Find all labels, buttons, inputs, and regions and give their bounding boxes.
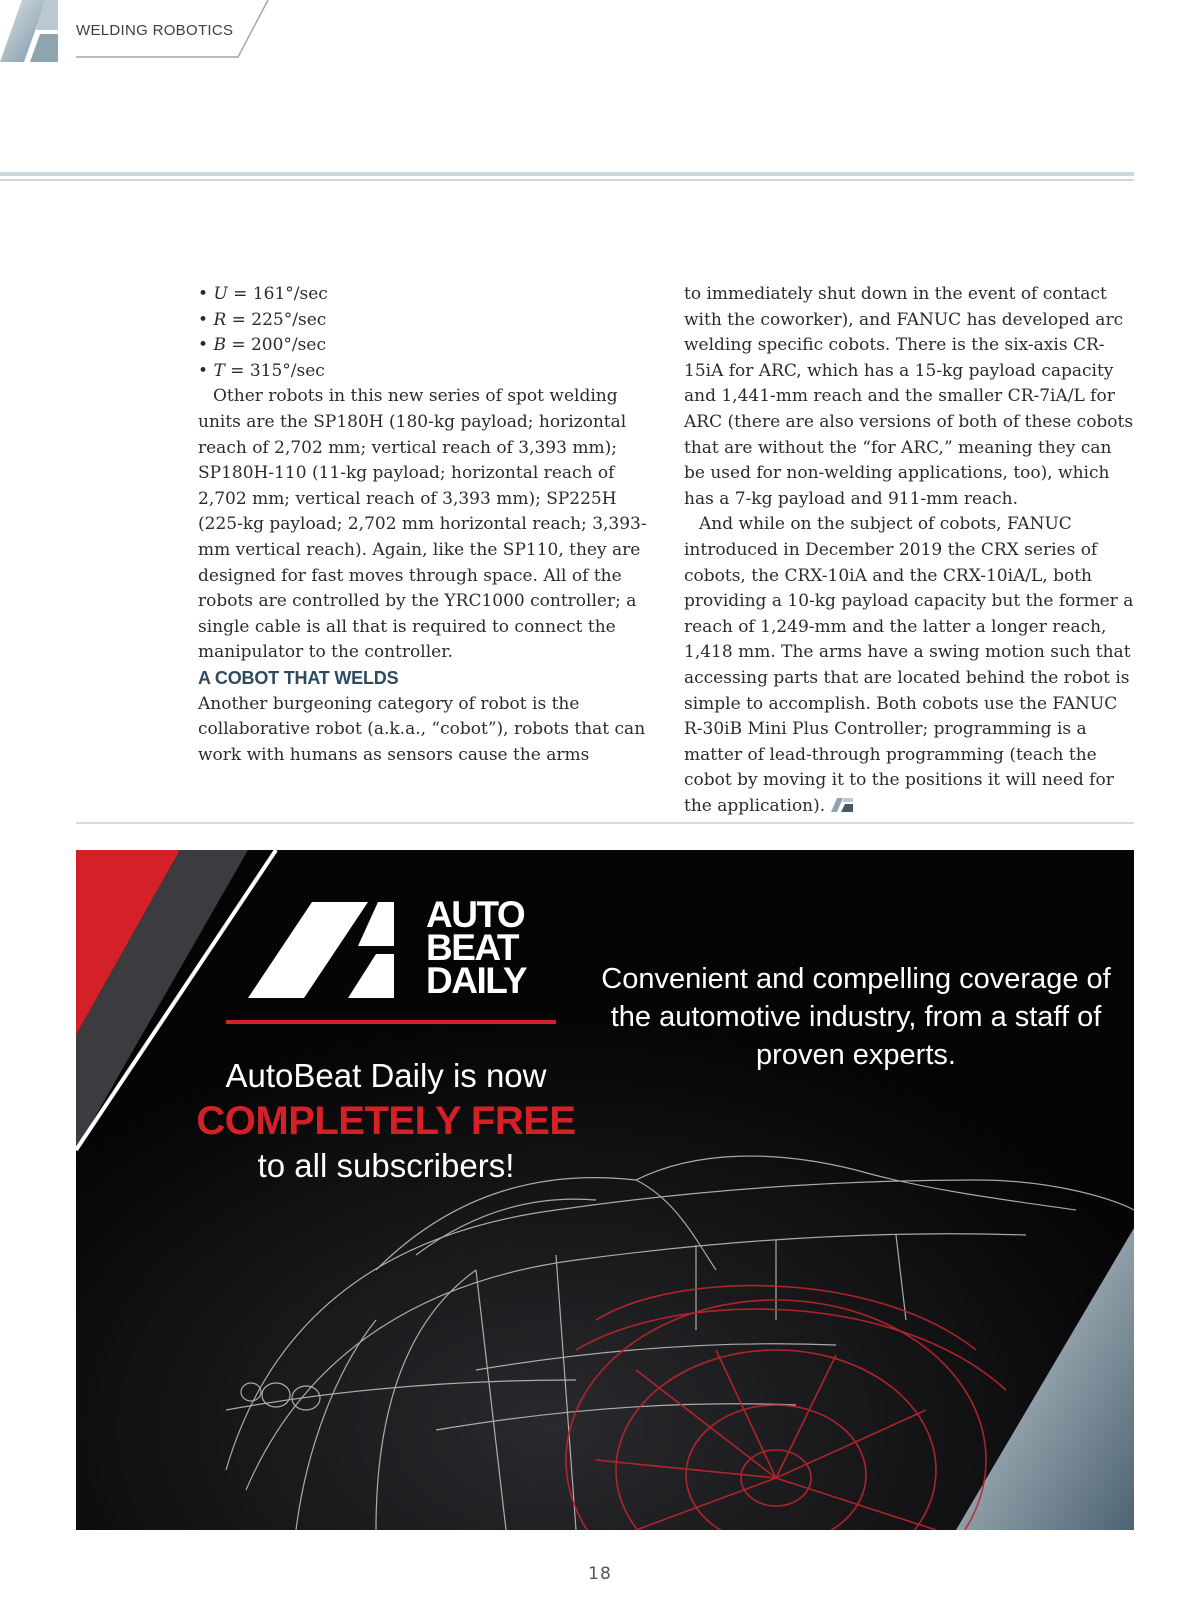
header-rule (0, 172, 1134, 176)
spec-bullet: • T = 315°/sec (198, 360, 325, 381)
autobeat-daily-ad[interactable] (76, 850, 1134, 1530)
body-paragraph: Another burgeoning category of robot is the collaborative robot (a.k.a., “cobot”), robots that can work with humans as sensors cause the arms (198, 693, 646, 765)
body-paragraph-last: And while on the subject of cobots, FANUC introduced in December 2019 the CRX series of cobots, the CRX-10iA and the CRX-10iA/L, both providing a 10-kg payload capacity but the former a reach of 1,249-mm and the latter a longer reach, 1,418 mm. The arms have a swing motion such that accessing parts that are located behind the robot is simple to accomplish. Both cobots use the FANUC R-30iB Mini Plus Controller; programming is a matter of lead-through programming (teach the cobot by moving it to the positions it will need for the application). (684, 514, 1134, 816)
spec-bullet: • B = 200°/sec (198, 335, 326, 356)
section-subhead: A COBOT THAT WELDS (198, 667, 399, 688)
ad-promo-block (176, 1055, 596, 1187)
body-paragraph: to immediately shut down in the event of contact with the coworker), and FANUC has developed arc welding specific cobots. There is the six-axis CR-15iA for ARC, which has a 15-kg payload capacity and 1,441-mm reach and the smaller CR-7iA/L for ARC (there are also versions of both of these cobots that are without the “for ARC,” meaning they can be used for non-welding applications, too), which has a 7-kg payload and 911-mm reach. (684, 284, 1134, 509)
ad-tagline: Convenient and compelling coverage of the automotive industry, from a staff of proven experts. (601, 963, 1111, 1071)
content-separator (76, 822, 1134, 824)
spec-bullet: • U = 161°/sec (198, 284, 328, 304)
end-of-article-icon (831, 798, 853, 812)
article-column-left (198, 282, 650, 768)
ad-promo-highlight: COMPLETELY FREE (196, 1099, 576, 1143)
body-paragraph: Other robots in this new series of spot welding units are the SP180H (180-kg payload; horizontal reach of 2,702 mm; vertical reach of 3,393 mm); SP180H-110 (11-kg payload; horizontal reach of 2,702 mm; vertical reach of 3,393 mm); SP225H (225-kg payload; 2,702 mm horizontal reach; 3,393-mm vertical reach). Again, like the SP110, they are designed for fast moves through space. All of the robots are controlled by the YRC1000 controller; a single cable is all that is required to connect the manipulator to the controller. (198, 386, 647, 663)
section-label: WELDING ROBOTICS (76, 22, 234, 39)
ad-brand-wordmark: AUTO BEAT DAILY (426, 894, 527, 1001)
ad-promo-line: to all subscribers! (257, 1147, 515, 1184)
article-column-right (684, 282, 1136, 819)
page-number: 18 (588, 1564, 612, 1584)
spec-bullet: • R = 225°/sec (198, 309, 327, 330)
header-rule-thin (0, 179, 1134, 181)
ad-promo-line: AutoBeat Daily is now (225, 1057, 547, 1094)
ad-artwork (76, 850, 1134, 1530)
